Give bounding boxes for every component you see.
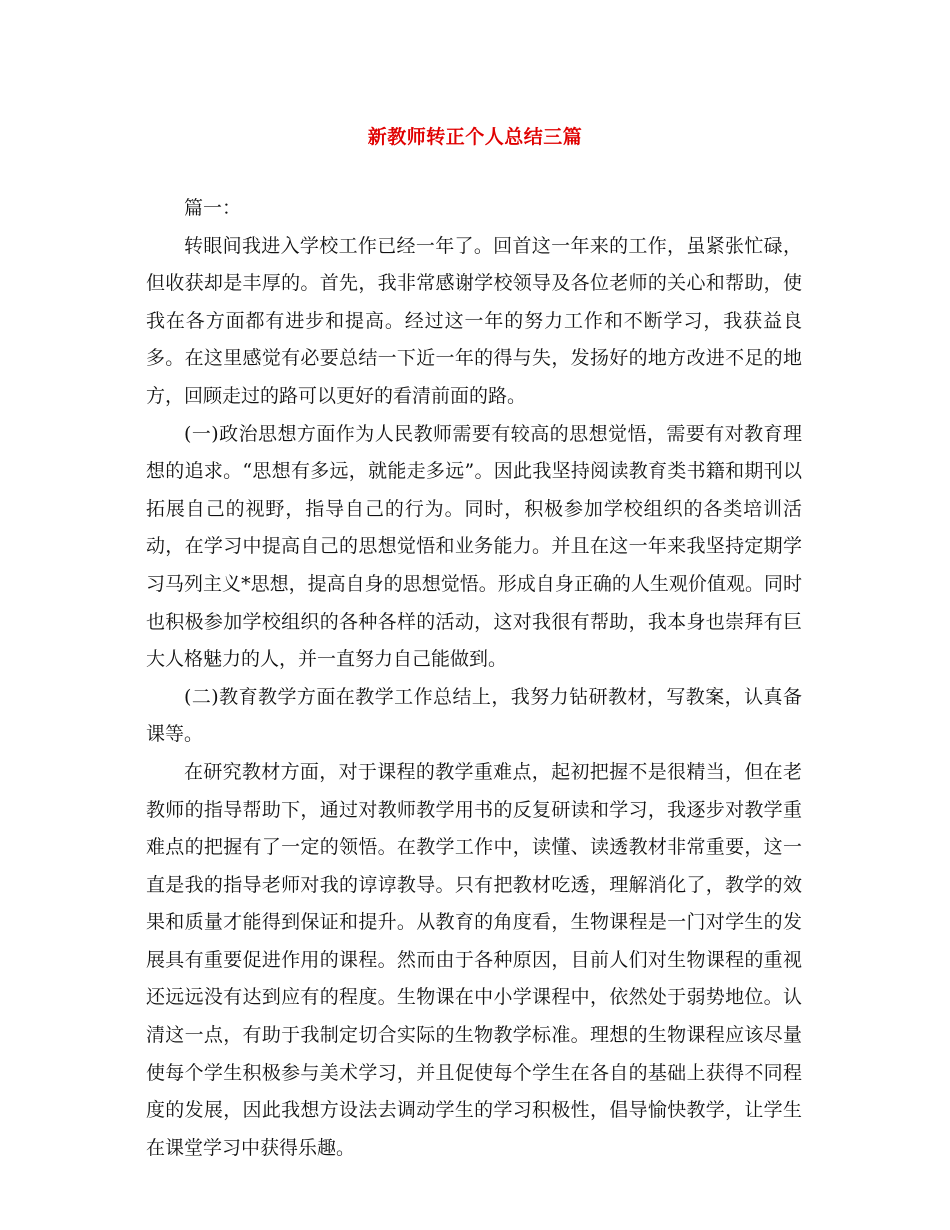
paragraph-intro: 转眼间我进入学校工作已经一年了。回首这一年来的工作，虽紧张忙碌，但收获却是丰厚的。首先，我非常感谢学校领导及各位老师的关心和帮助，使我在各方面都有进步和提高。经过这一年的努力工作和不断学习，我获益良多。在这里感觉有必要总结一下近一年的得与失，发扬好的地方改进不足的地方，回顾走过的路可以更好的看清前面的路。	[146, 234, 802, 407]
section-heading: 篇一：	[184, 197, 242, 219]
document-body	[146, 190, 802, 1167]
paragraph-political-thought: (一)政治思想方面作为人民教师需要有较高的思想觉悟，需要有对教育理想的追求。“思想有多远，就能走多远”。因此我坚持阅读教育类书籍和期刊以拓展自己的视野，指导自己的行为。同时，积极参加学校组织的各类培训活动，在学习中提高自己的思想觉悟和业务能力。并且在这一年来我坚持定期学习马列主义*思想，提高自身的思想觉悟。形成自身正确的人生观价值观。同时也积极参加学校组织的各种各样的活动，这对我很有帮助，我本身也崇拜有巨大人格魅力的人，并一直努力自己能做到。	[146, 422, 802, 671]
paragraph-education-teaching: (二)教育教学方面在教学工作总结上，我努力钻研教材，写教案，认真备课等。	[146, 685, 802, 746]
paragraph-textbook-study: 在研究教材方面，对于课程的教学重难点，起初把握不是很精当，但在老教师的指导帮助下，通过对教师教学用书的反复研读和学习，我逐步对教学重难点的把握有了一定的领悟。在教学工作中，读懂、读透教材非常重要，这一直是我的指导老师对我的谆谆教导。只有把教材吃透，理解消化了，教学的效果和质量才能得到保证和提升。从教育的角度看，生物课程是一门对学生的发展具有重要促进作用的课程。然而由于各种原因，目前人们对生物课程的重视还远远没有达到应有的程度。生物课在中小学课程中，依然处于弱势地位。认清这一点，有助于我制定切合实际的生物教学标准。理想的生物课程应该尽量使每个学生积极参与美术学习，并且促使每个学生在各自的基础上获得不同程度的发展，因此我想方设法去调动学生的学习积极性，倡导愉快教学，让学生在课堂学习中获得乐趣。	[146, 760, 802, 1159]
document-title: 新教师转正个人总结三篇	[367, 126, 583, 148]
